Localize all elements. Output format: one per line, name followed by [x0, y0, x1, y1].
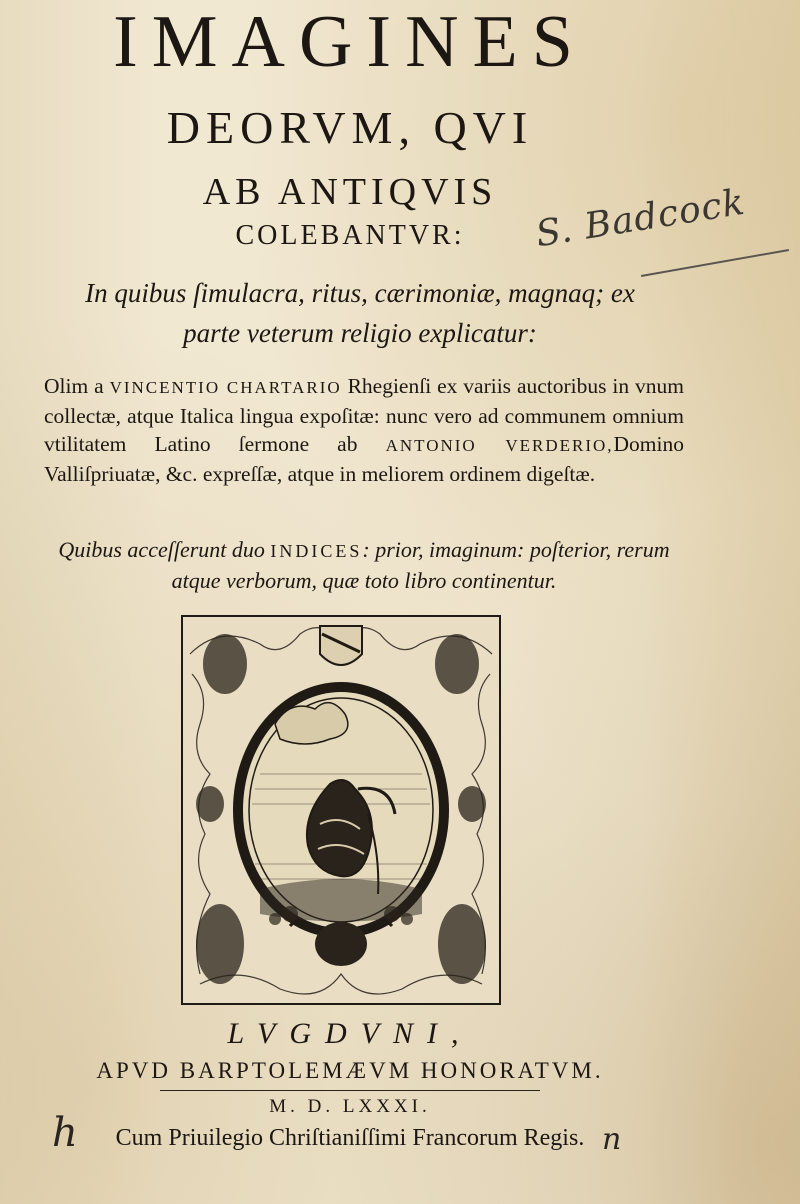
imprint-publisher: APVD BARPTOLEMÆVM HONORATVM. — [96, 1058, 604, 1083]
imprint-privilege: Cum Priuilegio Chriſtianiſſimi Francorum Regis. — [115, 1125, 585, 1151]
woodcut-printer-device — [180, 614, 502, 1006]
body-text-2: Rhegienſi ex variis auctoribus in vnum collectæ, atque Italica lingua expoſitæ: nunc vero ad communem omnium vtilitatem Latino ſermone ab — [44, 374, 685, 456]
body-text-3: Domino Valliſpriuatæ, &c. expreſſæ, atque in meliorem ordinem digeſtæ. — [44, 432, 684, 486]
subtitle-line-2: parte veterum religio explicatur: — [183, 318, 537, 348]
title-line-1: IMAGINES — [113, 1, 587, 83]
imprint-city: LVGDVNI, — [227, 1017, 473, 1050]
author-name: VINCENTIO CHARTARIO — [109, 378, 342, 397]
title-line-2: DEORVM, QVI — [166, 102, 534, 153]
indices-note-a: Quibus acceſſerunt duo — [58, 537, 265, 562]
marginal-mark-left: h — [52, 1110, 78, 1156]
handwritten-signature: S. Badcock — [533, 181, 748, 256]
title-line-4: COLEBANTVR: — [235, 220, 465, 251]
body-paragraph — [44, 372, 684, 488]
indices-word: INDICES — [270, 541, 363, 561]
indices-note — [44, 535, 684, 595]
title-line-3: AB ANTIQVIS — [202, 171, 498, 213]
body-text-1: Olim a — [44, 374, 104, 398]
imprint-rule — [160, 1090, 540, 1091]
indices-note-b: : prior, imaginum: poſterior, rerum atque verborum, quæ toto libro continentur. — [171, 537, 670, 593]
subtitle-line-1: In quibus ſimulacra, ritus, cærimoniæ, magnaq; ex — [85, 278, 635, 308]
marginal-mark-right: n — [602, 1122, 622, 1157]
translator-name: ANTONIO VERDERIO, — [385, 436, 614, 455]
imprint-date: M. D. LXXXI. — [269, 1096, 431, 1117]
